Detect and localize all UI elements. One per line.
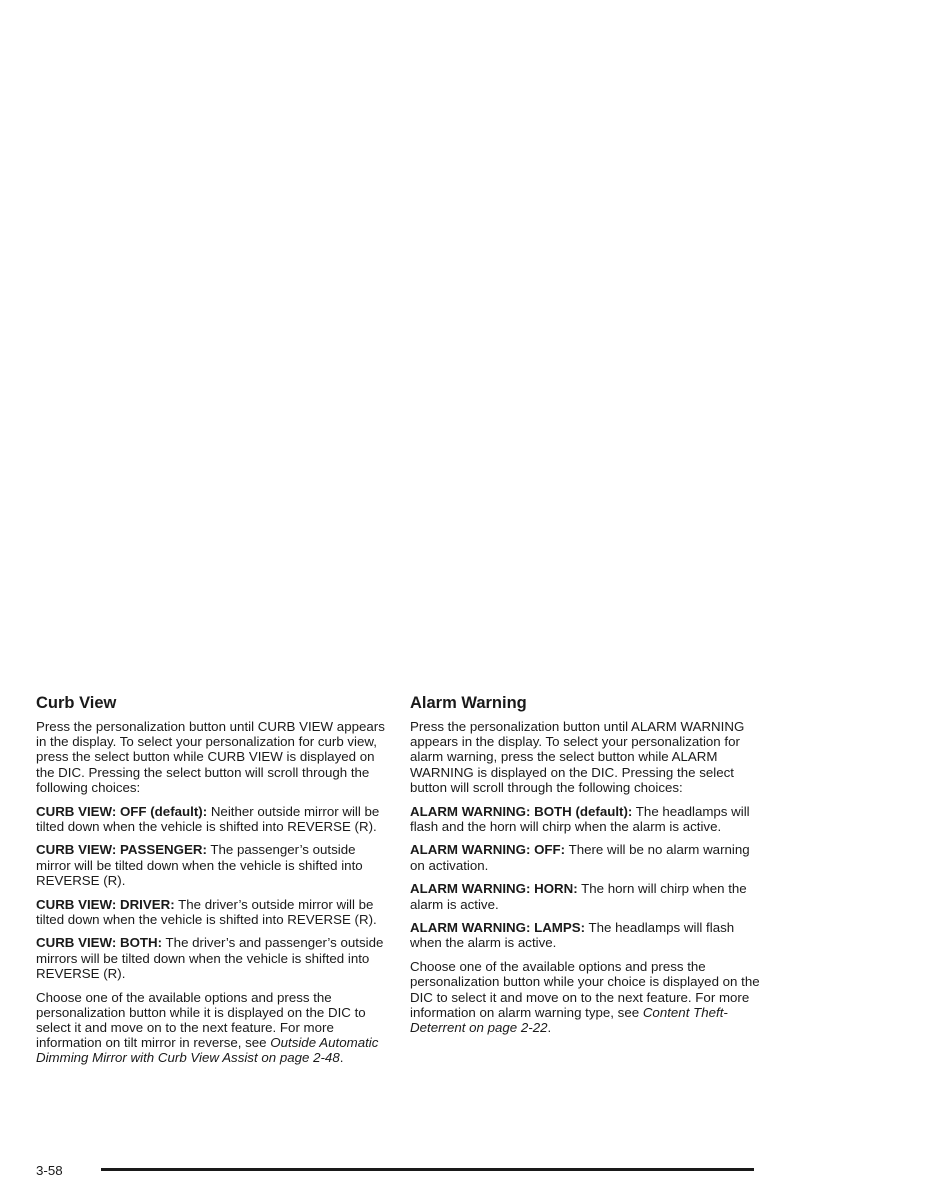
alarm-warning-option-lamps	[410, 920, 762, 950]
alarm-warning-intro: Press the personalization button until ALARM WARNING appears in the display. To select your personalization for alarm warning, press the select button while ALARM WARNING is displayed on the DIC. Pressing the select button will scroll through the following choices:	[410, 719, 745, 795]
option-label: CURB VIEW: OFF (default):	[36, 803, 208, 819]
closing-period: .	[547, 1019, 552, 1035]
option-description: The headlamps will flash and the horn will chirp when the alarm is active.	[410, 803, 750, 834]
cross-reference-link[interactable]: Outside Automatic Dimming Mirror with Curb View Assist on page 2-48	[36, 1035, 379, 1066]
option-label: ALARM WARNING: BOTH (default):	[410, 803, 633, 819]
option-label: CURB VIEW: BOTH:	[36, 935, 163, 951]
closing-text: Choose one of the available options and press the personalization button while it is displayed on the DIC to select it and move on to the next feature. For more information on tilt mirror in reverse, see	[36, 989, 366, 1051]
option-description: The driver’s outside mirror will be tilted down when the vehicle is shifted into REVERSE (R).	[36, 896, 377, 927]
curb-view-option-off	[36, 804, 388, 834]
footer-rule	[101, 1168, 754, 1171]
closing-period: .	[339, 1050, 344, 1066]
option-description: The horn will chirp when the alarm is active.	[410, 881, 747, 912]
curb-view-closing	[36, 990, 388, 1066]
page-number: 3-58	[36, 1163, 63, 1178]
option-label: CURB VIEW: DRIVER:	[36, 896, 175, 912]
curb-view-option-both	[36, 935, 388, 981]
option-label: ALARM WARNING: OFF:	[410, 842, 566, 858]
alarm-warning-closing	[410, 959, 762, 1035]
alarm-warning-option-horn	[410, 881, 762, 911]
option-description: There will be no alarm warning on activation.	[410, 842, 750, 873]
section-heading-alarm-warning: Alarm Warning	[410, 694, 527, 712]
right-column	[410, 694, 762, 1044]
section-heading-curb-view: Curb View	[36, 694, 117, 712]
closing-text: Choose one of the available options and press the personalization button while your choice is displayed on the DIC to select it and move on to the next feature. For more information on alarm warning type, see	[410, 959, 760, 1020]
left-column	[36, 694, 388, 1074]
option-label: ALARM WARNING: HORN:	[410, 881, 578, 897]
curb-view-option-driver	[36, 897, 388, 927]
option-description: The headlamps will flash when the alarm is active.	[410, 920, 735, 951]
option-description: The driver’s and passenger’s outside mirrors will be tilted down when the vehicle is shifted into REVERSE (R).	[36, 935, 384, 981]
option-description: The passenger’s outside mirror will be tilted down when the vehicle is shifted into REVERSE (R).	[36, 842, 363, 888]
alarm-warning-option-off	[410, 842, 762, 872]
option-description: Neither outside mirror will be tilted down when the vehicle is shifted into REVERSE (R).	[36, 803, 380, 834]
cross-reference-link[interactable]: Content Theft-Deterrent on page 2-22	[410, 1004, 728, 1035]
curb-view-intro: Press the personalization button until CURB VIEW appears in the display. To select your personalization for curb view, press the select button while CURB VIEW is displayed on the DIC. Pressing the select button will scroll through the following choices:	[36, 719, 385, 795]
option-label: ALARM WARNING: LAMPS:	[410, 920, 586, 936]
alarm-warning-option-both	[410, 804, 762, 834]
curb-view-option-passenger	[36, 842, 388, 888]
option-label: CURB VIEW: PASSENGER:	[36, 842, 207, 858]
